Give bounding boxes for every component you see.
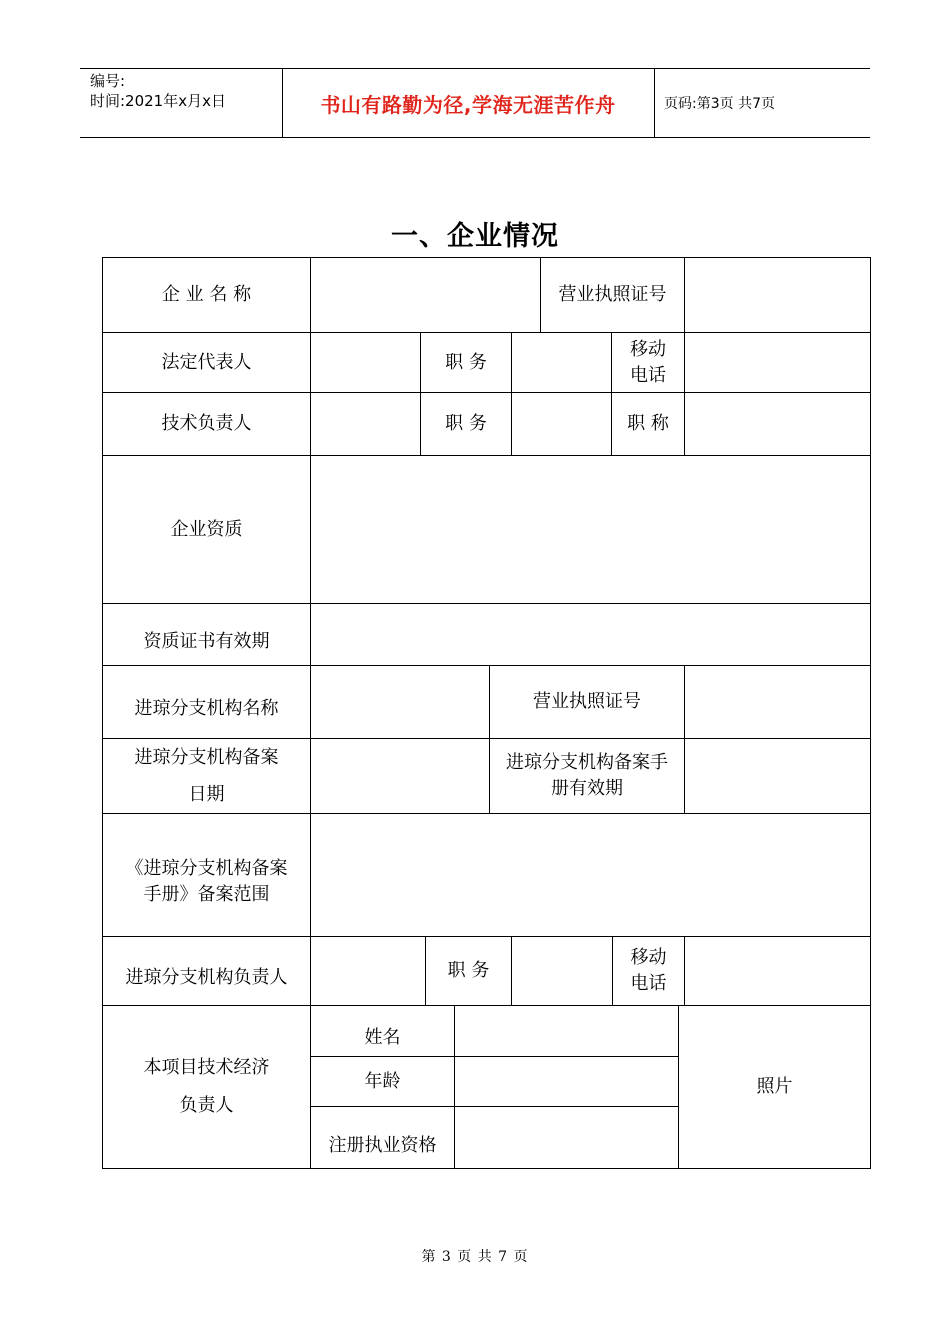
label-branch-head: 进琼分支机构负责人 [125,967,288,988]
label-reg-qualification: 注册执业资格 [328,1134,437,1156]
input-age[interactable] [455,1057,678,1106]
label-legal-rep: 法定代表人 [161,351,252,373]
header-page-info: 页码:第3页 共7页 [664,96,775,112]
header-motto: 书山有路勤为径,学海无涯苦作舟 [320,93,616,117]
label-branch-name: 进琼分支机构名称 [134,698,279,719]
input-branch-scope[interactable] [311,814,870,936]
input-position[interactable] [512,333,611,392]
input-license-no[interactable] [685,258,870,332]
label-position: 职 务 [447,960,490,981]
label-license-no-branch: 营业执照证号 [533,691,641,712]
input-qualification[interactable] [311,456,870,603]
input-license-no-branch[interactable] [685,666,870,738]
section-title: 一、企业情况 [391,221,559,252]
input-branch-manual-validity[interactable] [685,739,870,813]
input-tech-head[interactable] [311,393,420,455]
input-company-name[interactable] [311,258,540,332]
label-position: 职 务 [445,351,487,373]
input-position[interactable] [512,937,612,1005]
input-reg-qualification[interactable] [455,1107,678,1168]
label-branch-manual-validity: 进琼分支机构备案手 册有效期 [506,752,668,799]
label-company-name: 企 业 名 称 [161,284,252,305]
label-age: 年龄 [364,1070,401,1092]
table-line [870,257,871,1169]
input-name[interactable] [455,1006,678,1056]
label-position: 职 务 [445,413,487,434]
label-name: 姓名 [364,1027,401,1048]
input-mobile[interactable] [685,333,870,392]
input-branch-name[interactable] [311,666,489,738]
label-tech-head: 技术负责人 [161,413,252,434]
label-title: 职 称 [627,413,669,434]
label-license-no: 营业执照证号 [558,284,667,305]
input-cert-validity[interactable] [311,604,870,665]
input-branch-filing-date[interactable] [311,739,489,813]
table-line [102,1168,871,1169]
label-project-tech-econ-head: 本项目技术经济 负责人 [143,1057,270,1116]
input-title[interactable] [685,393,870,455]
input-position[interactable] [512,393,611,455]
label-branch-scope: 《进琼分支机构备案 手册》备案范围 [125,858,288,905]
input-legal-rep[interactable] [311,333,420,392]
label-mobile: 移动 电话 [630,947,667,994]
photo-box[interactable]: 照片 [756,1076,793,1097]
header-number-label: 编号: [90,72,126,90]
label-branch-filing-date: 进琼分支机构备案 日期 [134,747,279,805]
header-time-label: 时间:2021年x月x日 [90,92,226,110]
label-mobile: 移动 电话 [630,338,666,386]
label-qualification: 企业资质 [170,518,243,540]
label-cert-validity: 资质证书有效期 [143,630,270,652]
input-branch-head[interactable] [311,937,425,1005]
page-footer: 第 3 页 共 7 页 [421,1249,529,1265]
input-mobile[interactable] [685,937,870,1005]
